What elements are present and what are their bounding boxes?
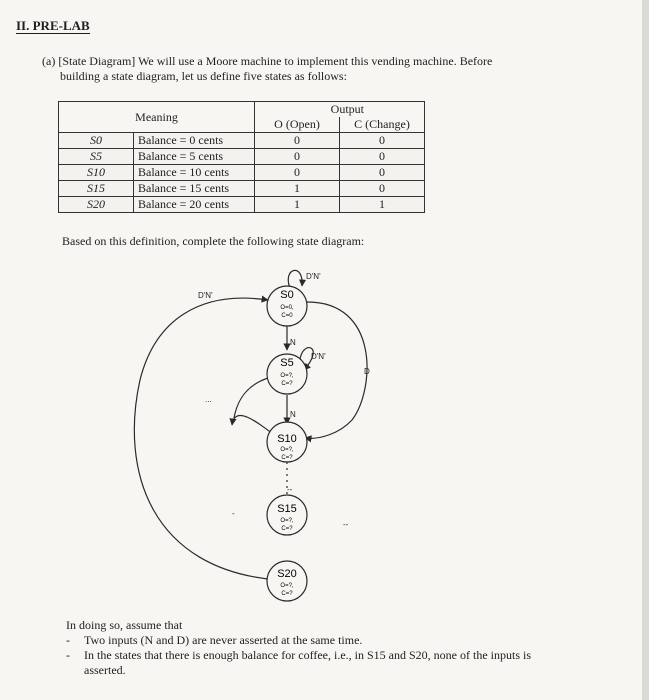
label-left-loop: D'N' xyxy=(198,291,213,300)
label-d: D xyxy=(364,367,370,376)
state-s5-output-o: O=?, xyxy=(280,373,294,379)
cell-open: 0 xyxy=(255,133,340,149)
state-s20-output-o: O=?, xyxy=(280,583,294,589)
state-s20-output-c: C=? xyxy=(281,591,293,597)
assumption-item xyxy=(66,633,536,648)
cell-state: S0 xyxy=(59,133,134,149)
state-s15-name: S15 xyxy=(277,503,297,515)
state-s15 xyxy=(267,495,307,535)
cell-change: 0 xyxy=(340,133,425,149)
label-dash-3: - xyxy=(232,509,235,518)
diagram-instruction: Based on this definition, complete the following state diagram: xyxy=(62,234,365,248)
cell-meaning: Balance = 0 cents xyxy=(134,133,255,149)
label-n-s5-s10: N xyxy=(290,410,296,419)
state-s20-name: S20 xyxy=(277,568,297,580)
state-s10-name: S10 xyxy=(277,433,297,445)
cell-state: S20 xyxy=(59,197,134,213)
state-s15-output-c: C=? xyxy=(281,526,293,532)
transition-s0-self-loop xyxy=(288,270,302,288)
problem-line-1: (a) [State Diagram] We will use a Moore machine to implement this vending machine. Before xyxy=(42,54,493,68)
state-s0-name: S0 xyxy=(280,289,294,301)
transition-s0-to-s10 xyxy=(305,302,367,438)
state-s5 xyxy=(267,354,307,394)
transition-s20-to-s0 xyxy=(134,298,278,580)
cell-change: 0 xyxy=(340,149,425,165)
state-s10 xyxy=(267,422,307,462)
state-s20 xyxy=(267,561,307,601)
cell-change: 0 xyxy=(340,165,425,181)
state-s5-name: S5 xyxy=(280,357,294,369)
cell-open: 1 xyxy=(255,181,340,197)
state-s0 xyxy=(267,286,307,326)
cell-state: S15 xyxy=(59,181,134,197)
state-s0-output-o: O=0, xyxy=(280,305,294,311)
cell-open: 1 xyxy=(255,197,340,213)
state-s0-output-c: C=0 xyxy=(281,313,293,319)
assumptions-intro: In doing so, assume that xyxy=(66,618,183,632)
label-n-s0-s5: N xyxy=(290,338,296,347)
state-s5-output-c: C=? xyxy=(281,381,293,387)
label-dash-4: -- xyxy=(343,520,349,529)
header-meaning: Meaning xyxy=(59,102,255,133)
label-s0-self-loop: D'N' xyxy=(306,272,321,281)
cell-meaning: Balance = 5 cents xyxy=(134,149,255,165)
state-s15-output-o: O=?, xyxy=(280,518,294,524)
cell-meaning: Balance = 10 cents xyxy=(134,165,255,181)
label-dash-2: -- xyxy=(287,485,293,494)
cell-state: S5 xyxy=(59,149,134,165)
assumption-text-2: In the states that there is enough balance for coffee, i.e., in S15 and S20, none of the inputs is asserted. xyxy=(84,648,531,677)
cell-open: 0 xyxy=(255,165,340,181)
assumption-text-1: Two inputs (N and D) are never asserted at the same time. xyxy=(84,633,363,647)
assumption-item xyxy=(66,648,536,678)
assumptions xyxy=(66,618,536,678)
cell-meaning: Balance = 20 cents xyxy=(134,197,255,213)
cell-change: 1 xyxy=(340,197,425,213)
cell-state: S10 xyxy=(59,165,134,181)
state-s10-output-c: C=? xyxy=(281,455,293,461)
bullet-dash: - xyxy=(66,648,70,662)
cell-change: 0 xyxy=(340,181,425,197)
label-dash-1: ... xyxy=(205,395,212,404)
state-s10-output-o: O=?, xyxy=(280,447,294,453)
header-change: C (Change) xyxy=(340,117,425,133)
header-output: Output xyxy=(255,102,425,118)
problem-line-2: building a state diagram, let us define five states as follows: xyxy=(60,69,347,83)
section-title-text: II. PRE-LAB xyxy=(16,18,90,33)
label-s5-self-loop: D'N' xyxy=(311,352,326,361)
cell-open: 0 xyxy=(255,149,340,165)
bullet-dash: - xyxy=(66,633,70,647)
cell-meaning: Balance = 15 cents xyxy=(134,181,255,197)
header-open: O (Open) xyxy=(255,117,340,133)
